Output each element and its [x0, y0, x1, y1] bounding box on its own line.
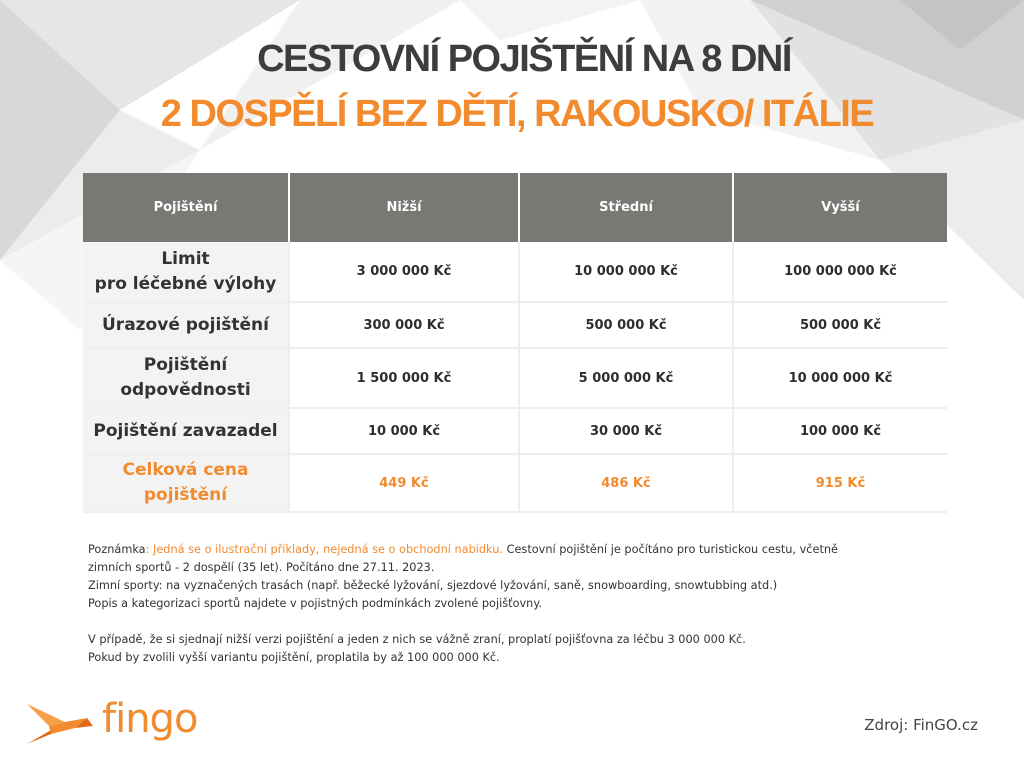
table-header-row [83, 173, 947, 242]
row-label-line: pojištění [143, 485, 228, 505]
row-label-line: pro léčebné výlohy [94, 273, 277, 294]
bird-icon [27, 700, 99, 750]
table-row [83, 302, 947, 348]
note-text: Cestovní pojištění je počítáno pro turistickou cestu, včetně [503, 543, 838, 556]
row-label-line: Úrazové pojištění [102, 314, 269, 335]
note-line: Zimní sporty: na vyznačených trasách (např. běžecké lyžování, sjezdové lyžování, saně, snowboarding, snowtubbing atd.) [88, 579, 778, 592]
table-row [83, 348, 947, 408]
table-row-total [83, 454, 947, 512]
header-middle: Střední [519, 173, 733, 242]
header-higher: Vyšší [733, 173, 947, 242]
table-cell: 449 Kč [289, 454, 519, 512]
table-cell: 3 000 000 Kč [289, 242, 519, 302]
note-line: Pokud by zvolili vyšší variantu pojištění, proplatila by až 100 000 000 Kč. [88, 651, 500, 664]
table-cell: 10 000 Kč [289, 408, 519, 454]
table-cell: 10 000 000 Kč [733, 348, 947, 408]
row-label-line: Limit [161, 248, 210, 269]
table-row [83, 408, 947, 454]
table-cell: 10 000 000 Kč [519, 242, 733, 302]
row-label [83, 454, 289, 512]
source-label: Zdroj: FinGO.cz [864, 716, 978, 734]
insurance-table [83, 173, 947, 513]
row-label [83, 348, 289, 408]
note-line: zimních sportů - 2 dospělí (35 let). Počítáno dne 27.11. 2023. [88, 561, 435, 574]
note-colon: : [145, 543, 154, 556]
header-insurance: Pojištění [83, 173, 289, 242]
note-line [88, 541, 938, 559]
header-lower: Nižší [289, 173, 519, 242]
fingo-logo [27, 696, 198, 750]
footnote [88, 541, 938, 667]
table-row [83, 242, 947, 302]
table-cell: 500 000 Kč [733, 302, 947, 348]
page-subtitle: 2 DOSPĚLÍ BEZ DĚTÍ, RAKOUSKO/ ITÁLIE [160, 93, 874, 135]
note-line: V případě, že si sjednají nižší verzi pojištění a jeden z nich se vážně zraní, proplatí pojišťovna za léčbu 3 000 000 Kč. [88, 633, 746, 646]
table-cell: 1 500 000 Kč [289, 348, 519, 408]
row-label [83, 408, 289, 454]
logo-text: fingo [102, 696, 198, 742]
table-cell: 486 Kč [519, 454, 733, 512]
page-title: CESTOVNÍ POJIŠTĚNÍ NA 8 DNÍ [257, 38, 791, 80]
note-prefix: Poznámka [88, 543, 146, 556]
note-line: Popis a kategorizaci sportů najdete v pojistných podmínkách zvolené pojišťovny. [88, 597, 542, 610]
table-cell: 100 000 Kč [733, 408, 947, 454]
row-label-line: Pojištění zavazadel [93, 420, 278, 441]
table-cell: 100 000 000 Kč [733, 242, 947, 302]
table-cell: 5 000 000 Kč [519, 348, 733, 408]
row-label [83, 302, 289, 348]
table-cell: 915 Kč [733, 454, 947, 512]
table-cell: 500 000 Kč [519, 302, 733, 348]
note-disclaimer: Jedná se o ilustrační příklady, nejedná se o obchodní nabídku. [153, 543, 503, 556]
row-label-line: Celková cena [122, 460, 249, 480]
row-label-line: odpovědnosti [120, 380, 251, 400]
row-label-line: Pojištění [143, 355, 228, 375]
table-cell: 30 000 Kč [519, 408, 733, 454]
table-cell: 300 000 Kč [289, 302, 519, 348]
row-label [83, 242, 289, 302]
